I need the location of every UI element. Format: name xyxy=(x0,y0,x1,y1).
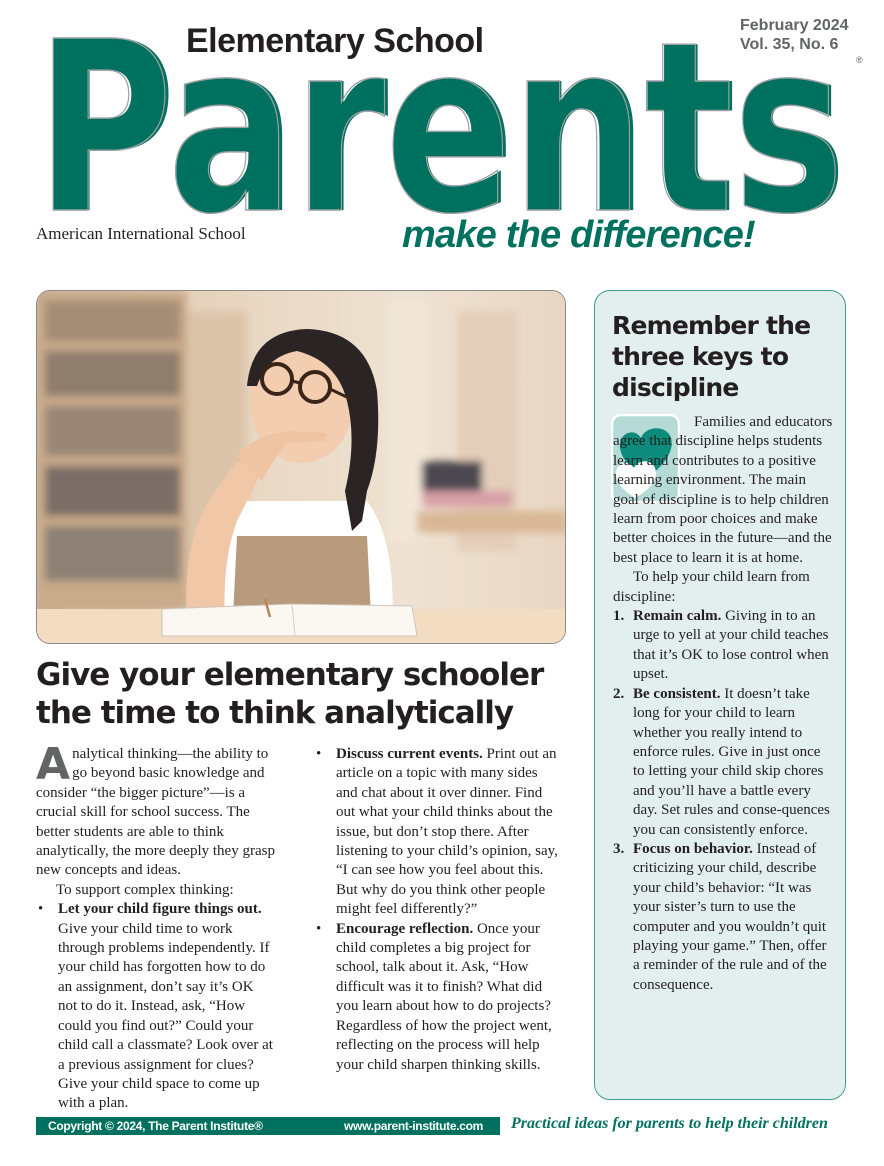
tip-text: Once your child completes a big project for school, talk about it. Ask, “How difficult was it to finish? What did you learn about how to do projects? Regardless of how the project went, reflecting on the process will help your child sharpen thinking skills. xyxy=(336,920,552,1073)
bullet-icon: • xyxy=(316,920,322,937)
sidebar-lead-in: To help your child learn from discipline: xyxy=(613,569,810,605)
key-title: Focus on behavior. xyxy=(633,840,753,857)
sidebar-intro xyxy=(613,413,835,568)
key-text: It doesn’t take long for your child to learn whether you really intend to enforce rules. Give in just once to letting your child skip chores and you’ll have a battle every day. Set rules and conse-quences you can consistently enforce. xyxy=(633,685,830,838)
series-title: Elementary School xyxy=(186,22,484,60)
article-lead-in: To support complex thinking: xyxy=(56,881,234,898)
masthead-tagline: make the difference! xyxy=(402,214,755,256)
registered-mark: ® xyxy=(856,55,863,65)
key-title: Be consistent. xyxy=(633,685,721,702)
article-headline: Give your elementary schooler the time to think analytically xyxy=(36,657,544,731)
bullet-icon: • xyxy=(38,901,44,918)
sidebar-title: Remember the three keys to discipline xyxy=(612,311,811,402)
tip-item xyxy=(314,745,562,920)
tip-title: Discuss current events. xyxy=(336,746,483,762)
footer-tagline: Practical ideas for parents to help their children xyxy=(511,1115,828,1132)
logo-wordmark-outline: Parents xyxy=(36,14,844,224)
article-intro xyxy=(36,739,276,881)
key-text: Giving in to an urge to yell at your child teaches that it’s OK to lose control when upset. xyxy=(633,608,829,683)
website-link[interactable]: www.parent-institute.com xyxy=(344,1119,484,1133)
key-number: 1. xyxy=(613,608,625,625)
key-number: 3. xyxy=(613,840,625,857)
tip-item xyxy=(36,900,276,1113)
key-text: Instead of criticizing your child, describe your child’s behavior: “It was your sister’s turn to use the computer and you wouldn’t quit playing your game.” Then, offer a reminder of the rule and of the consequence. xyxy=(633,840,827,993)
bullet-icon: • xyxy=(316,746,322,762)
issue-info xyxy=(740,16,849,54)
key-item xyxy=(613,685,835,840)
key-item xyxy=(613,607,835,685)
article-column-1 xyxy=(36,739,276,1114)
tip-title: Let your child figure things out. xyxy=(58,901,262,918)
sidebar-body xyxy=(613,413,835,995)
key-item xyxy=(613,840,835,995)
intro-text: nalytical thinking—the ability to go beyond basic knowledge and consider “the bigger picture”—is a crucial skill for school success. The better students are able to think analytically, the more deeply they grasp new concepts and ideas. xyxy=(36,746,275,879)
drop-cap: A xyxy=(36,739,71,790)
copyright-notice: Copyright © 2024, The Parent Institute® xyxy=(48,1119,263,1133)
girl-thinking-photo xyxy=(36,290,566,644)
issue-volume: Vol. 35, No. 6 xyxy=(740,36,839,53)
photo-illustration xyxy=(37,291,566,644)
logo-wordmark: Parents xyxy=(36,14,844,224)
tip-text: Give your child time to work through problems independently. If your child has forgotten how to do an assignment, don’t say it’s OK not to do it. Instead, ask, “How could you find out?” Could your child call a classmate? Look over at a previous assignment for clues? Give your child space to come up with a plan. xyxy=(58,920,273,1112)
article-column-2 xyxy=(314,745,562,1075)
school-name: American International School xyxy=(36,224,246,243)
tip-title: Encourage reflection. xyxy=(336,920,474,937)
tip-item xyxy=(314,920,562,1075)
tip-text: Print out an article on a topic with many sides and chat about it over dinner. Find out what your child thinks about the issue, but don’t stop there. After listening to your child’s opinion, say, “I can see how you feel about this. But why do you think other people might feel differently?” xyxy=(336,746,558,918)
sidebar-intro-text: Families and educators agree that discipline helps students learn and contributes to a positive learning environment. The main goal of discipline is to help children learn from poor choices and make better choices in the future—and the best place to learn it is at home. xyxy=(613,414,833,566)
key-title: Remain calm. xyxy=(633,608,722,625)
key-number: 2. xyxy=(613,685,625,702)
issue-date: February 2024 xyxy=(740,17,849,34)
